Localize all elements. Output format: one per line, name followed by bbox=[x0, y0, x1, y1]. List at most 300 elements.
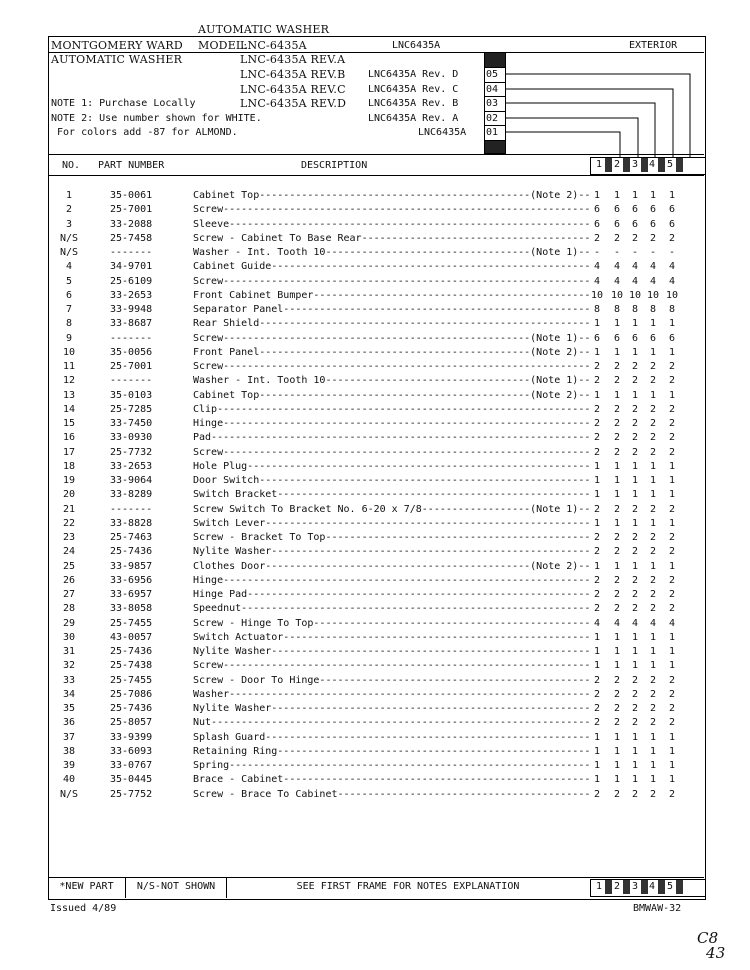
row-number: 6 bbox=[65, 289, 73, 301]
row-number: 11 bbox=[62, 361, 76, 372]
row-qty-3: 1 bbox=[631, 489, 639, 501]
row-qty-5: 6 bbox=[668, 204, 676, 216]
row-part-number: 25-7436 bbox=[110, 646, 153, 657]
row-number: 17 bbox=[62, 446, 76, 458]
row-qty-5: 2 bbox=[668, 418, 676, 429]
row-qty-2: 8 bbox=[613, 304, 621, 315]
row-part-number: 33-0930 bbox=[110, 432, 153, 444]
row-qty-3: 4 bbox=[631, 617, 639, 629]
row-description: Washer - Int. Tooth 10----------------------------------(Note 1)-- bbox=[193, 375, 591, 387]
row-qty-5: 1 bbox=[668, 646, 676, 657]
row-part-number: 25-7732 bbox=[110, 446, 153, 458]
row-number: 10 bbox=[62, 346, 76, 358]
row-qty-2: 10 bbox=[610, 289, 624, 301]
row-qty-1: 1 bbox=[593, 774, 601, 786]
row-qty-5: 2 bbox=[668, 574, 676, 586]
row-number: 1 bbox=[65, 190, 73, 201]
row-qty-5: 2 bbox=[668, 375, 676, 387]
row-qty-4: 1 bbox=[649, 346, 657, 358]
row-qty-5: 4 bbox=[668, 617, 676, 629]
row-qty-4: 2 bbox=[649, 418, 657, 429]
row-qty-5: 1 bbox=[668, 774, 676, 786]
revision-model: LNC-6435A REV.C bbox=[240, 83, 346, 96]
row-qty-1: 1 bbox=[593, 318, 601, 330]
row-description: Pad--------------------------------------------------------------- bbox=[193, 432, 591, 444]
row-part-number: 35-0103 bbox=[110, 389, 153, 401]
model-number: LNC-6435A bbox=[240, 39, 307, 52]
row-qty-3: 1 bbox=[631, 190, 639, 201]
row-description: Switch Bracket---------------------------------------------------- bbox=[193, 489, 591, 501]
revision-code: LNC6435A Rev. D bbox=[368, 69, 459, 80]
row-qty-1: 1 bbox=[593, 646, 601, 657]
row-part-number: 25-7455 bbox=[110, 617, 153, 629]
row-number: 3 bbox=[65, 218, 73, 230]
row-qty-3: 2 bbox=[631, 674, 639, 686]
row-qty-2: 1 bbox=[613, 660, 621, 672]
row-qty-4: 1 bbox=[649, 760, 657, 771]
row-description: Nylite Washer----------------------------------------------------- bbox=[193, 703, 591, 714]
row-description: Screw------------------------------------------------------------- bbox=[193, 660, 591, 672]
row-qty-5: 2 bbox=[668, 546, 676, 558]
row-qty-4: 2 bbox=[649, 717, 657, 729]
row-part-number: 33-2653 bbox=[110, 460, 153, 472]
row-part-number: 35-0056 bbox=[110, 346, 153, 358]
row-qty-3: 2 bbox=[631, 418, 639, 429]
row-qty-2: 1 bbox=[613, 745, 621, 757]
revision-code: LNC6435A bbox=[418, 127, 467, 138]
revision-code: LNC6435A Rev. B bbox=[368, 98, 459, 109]
row-qty-4: 6 bbox=[649, 332, 657, 344]
row-qty-2: 2 bbox=[613, 432, 621, 444]
row-qty-1: 6 bbox=[593, 204, 601, 216]
row-qty-3: 2 bbox=[631, 446, 639, 458]
qty-header-cell-1: 1 bbox=[595, 159, 603, 170]
row-description: Screw - Brace To Cabinet------------------------------------------ bbox=[193, 788, 591, 800]
row-qty-3: 6 bbox=[631, 218, 639, 230]
row-qty-3: 2 bbox=[631, 546, 639, 558]
row-qty-4: 10 bbox=[646, 289, 660, 301]
qty-header-cell-shade bbox=[676, 158, 683, 172]
row-qty-2: 2 bbox=[613, 674, 621, 686]
section-name: EXTERIOR bbox=[629, 40, 678, 51]
row-qty-5: 4 bbox=[668, 261, 676, 273]
row-number: 25 bbox=[62, 560, 76, 572]
row-qty-4: 1 bbox=[649, 660, 657, 672]
row-description: Front Panel---------------------------------------------(Note 2)-- bbox=[193, 346, 591, 358]
row-qty-4: 2 bbox=[649, 788, 657, 800]
row-part-number: 25-7001 bbox=[110, 204, 153, 216]
row-qty-4: 2 bbox=[649, 403, 657, 415]
note-2: NOTE 2: Use number shown for WHITE. bbox=[51, 113, 262, 124]
row-description: Screw - Door To Hinge--------------------------------------------- bbox=[193, 674, 591, 686]
revision-model: LNC-6435A REV.B bbox=[240, 68, 346, 81]
row-qty-4: 2 bbox=[649, 446, 657, 458]
row-qty-3: 1 bbox=[631, 731, 639, 743]
row-number: 27 bbox=[62, 589, 76, 600]
row-part-number: 25-7436 bbox=[110, 546, 153, 558]
note-2-continued: For colors add -87 for ALMOND. bbox=[51, 127, 238, 138]
row-qty-3: 4 bbox=[631, 261, 639, 273]
row-description: Front Cabinet Bumper---------------------------------------------- bbox=[193, 289, 591, 301]
row-qty-5: 2 bbox=[668, 674, 676, 686]
row-qty-3: 2 bbox=[631, 688, 639, 700]
qty-footer-cell-shade bbox=[676, 880, 683, 894]
row-part-number: 25-7438 bbox=[110, 660, 153, 672]
row-qty-5: 8 bbox=[668, 304, 676, 315]
row-number: 2 bbox=[65, 204, 73, 216]
row-qty-4: 1 bbox=[649, 475, 657, 486]
row-qty-4: 2 bbox=[649, 674, 657, 686]
row-qty-2: 4 bbox=[613, 617, 621, 629]
row-qty-2: 1 bbox=[613, 774, 621, 786]
row-qty-2: 1 bbox=[613, 631, 621, 643]
row-description: Hole Plug--------------------------------------------------------- bbox=[193, 460, 591, 472]
row-qty-4: 1 bbox=[649, 646, 657, 657]
row-number: 22 bbox=[62, 517, 76, 529]
row-qty-1: 8 bbox=[593, 304, 601, 315]
row-qty-5: 2 bbox=[668, 503, 676, 515]
row-qty-4: 2 bbox=[649, 432, 657, 444]
row-qty-3: 2 bbox=[631, 532, 639, 543]
qty-header-cell-5: 5 bbox=[666, 159, 674, 170]
row-qty-2: 2 bbox=[613, 546, 621, 558]
row-qty-1: 2 bbox=[593, 403, 601, 415]
qty-header-cell-2: 2 bbox=[613, 159, 621, 170]
qty-footer-cell-2: 2 bbox=[613, 881, 621, 892]
row-qty-5: 10 bbox=[665, 289, 679, 301]
row-part-number: 25-6109 bbox=[110, 275, 153, 287]
row-qty-1: 1 bbox=[593, 760, 601, 771]
row-number: N/S bbox=[59, 247, 79, 258]
row-description: Separator Panel--------------------------------------------------- bbox=[193, 304, 591, 315]
row-description: Washer------------------------------------------------------------ bbox=[193, 688, 591, 700]
row-qty-1: 6 bbox=[593, 332, 601, 344]
row-qty-2: 2 bbox=[613, 361, 621, 372]
row-qty-5: 1 bbox=[668, 560, 676, 572]
row-number: 15 bbox=[62, 418, 76, 429]
row-qty-1: 6 bbox=[593, 218, 601, 230]
row-qty-2: 1 bbox=[613, 318, 621, 330]
row-qty-5: 1 bbox=[668, 460, 676, 472]
row-part-number: 33-9857 bbox=[110, 560, 153, 572]
handwritten-mark: C8 bbox=[697, 929, 719, 947]
row-qty-5: 1 bbox=[668, 190, 676, 201]
row-part-number: 33-6957 bbox=[110, 589, 153, 600]
row-description: Screw------------------------------------------------------------- bbox=[193, 361, 591, 372]
row-qty-1: 2 bbox=[593, 532, 601, 543]
row-qty-3: 1 bbox=[631, 560, 639, 572]
row-qty-4: 1 bbox=[649, 489, 657, 501]
row-qty-3: 2 bbox=[631, 403, 639, 415]
row-qty-2: 2 bbox=[613, 503, 621, 515]
row-qty-1: 1 bbox=[593, 190, 601, 201]
row-qty-5: 2 bbox=[668, 703, 676, 714]
row-number: 34 bbox=[62, 688, 76, 700]
row-number: 12 bbox=[62, 375, 76, 387]
row-qty-3: 2 bbox=[631, 432, 639, 444]
row-description: Spring------------------------------------------------------------ bbox=[193, 760, 591, 771]
row-qty-1: 4 bbox=[593, 617, 601, 629]
row-qty-3: 4 bbox=[631, 275, 639, 287]
row-qty-5: 4 bbox=[668, 275, 676, 287]
row-qty-4: - bbox=[649, 247, 657, 258]
row-qty-3: 2 bbox=[631, 788, 639, 800]
revision-model: LNC-6435A REV.D bbox=[240, 97, 347, 110]
row-qty-2: 6 bbox=[613, 204, 621, 216]
row-number: 26 bbox=[62, 574, 76, 586]
row-qty-4: 1 bbox=[649, 190, 657, 201]
revision-number-box: 04 bbox=[484, 82, 506, 98]
row-description: Screw------------------------------------------------------------- bbox=[193, 446, 591, 458]
row-qty-2: 2 bbox=[613, 446, 621, 458]
row-part-number: ------- bbox=[110, 332, 153, 344]
row-number: 35 bbox=[62, 703, 76, 714]
row-qty-5: 6 bbox=[668, 332, 676, 344]
qty-header-cell-3: 3 bbox=[631, 159, 639, 170]
row-qty-5: 2 bbox=[668, 589, 676, 600]
revision-number-box: 02 bbox=[484, 111, 506, 127]
row-number: 14 bbox=[62, 403, 76, 415]
row-qty-2: 6 bbox=[613, 332, 621, 344]
row-qty-4: 2 bbox=[649, 503, 657, 515]
row-part-number: 33-9064 bbox=[110, 475, 153, 486]
row-number: 8 bbox=[65, 318, 73, 330]
row-number: 28 bbox=[62, 603, 76, 615]
row-description: Cabinet Top---------------------------------------------(Note 2)-- bbox=[193, 190, 591, 201]
row-part-number: 33-9948 bbox=[110, 304, 153, 315]
row-qty-2: - bbox=[613, 247, 621, 258]
row-number: 16 bbox=[62, 432, 76, 444]
row-number: 38 bbox=[62, 745, 76, 757]
row-part-number: 33-8058 bbox=[110, 603, 153, 615]
row-qty-2: 2 bbox=[613, 703, 621, 714]
row-qty-1: 2 bbox=[593, 418, 601, 429]
row-qty-5: 2 bbox=[668, 432, 676, 444]
row-part-number: 33-8289 bbox=[110, 489, 153, 501]
footer-not-shown: N/S-NOT SHOWN bbox=[136, 881, 216, 892]
row-qty-1: 2 bbox=[593, 688, 601, 700]
row-qty-1: 1 bbox=[593, 745, 601, 757]
row-qty-1: 2 bbox=[593, 674, 601, 686]
row-description: Retaining Ring---------------------------------------------------- bbox=[193, 745, 591, 757]
row-qty-5: 1 bbox=[668, 389, 676, 401]
row-part-number: ------- bbox=[110, 247, 153, 258]
row-qty-4: 2 bbox=[649, 361, 657, 372]
footer-cell-divider bbox=[226, 877, 227, 898]
row-qty-5: 1 bbox=[668, 475, 676, 486]
row-part-number: 33-0767 bbox=[110, 760, 153, 771]
row-description: Brace - Cabinet--------------------------------------------------- bbox=[193, 774, 591, 786]
revision-number-box: 05 bbox=[484, 67, 506, 83]
row-qty-4: 2 bbox=[649, 232, 657, 244]
revision-number-box: 03 bbox=[484, 96, 506, 112]
row-part-number: ------- bbox=[110, 375, 153, 387]
document-code: BMWAW-32 bbox=[633, 903, 682, 914]
row-qty-5: 2 bbox=[668, 361, 676, 372]
row-qty-3: 6 bbox=[631, 204, 639, 216]
row-description: Washer - Int. Tooth 10----------------------------------(Note 1)-- bbox=[193, 247, 591, 258]
row-number: 29 bbox=[62, 617, 76, 629]
table-header-top bbox=[48, 154, 704, 155]
row-description: Sleeve------------------------------------------------------------ bbox=[193, 218, 591, 230]
footer-notes-explanation: SEE FIRST FRAME FOR NOTES EXPLANATION bbox=[296, 881, 520, 892]
row-qty-4: 1 bbox=[649, 731, 657, 743]
row-qty-5: - bbox=[668, 247, 676, 258]
row-number: 33 bbox=[62, 674, 76, 686]
column-no: NO. bbox=[62, 160, 81, 171]
row-qty-5: 2 bbox=[668, 446, 676, 458]
row-qty-4: 2 bbox=[649, 375, 657, 387]
row-qty-4: 1 bbox=[649, 560, 657, 572]
row-qty-4: 1 bbox=[649, 460, 657, 472]
row-description: Nylite Washer----------------------------------------------------- bbox=[193, 546, 591, 558]
row-description: Screw - Cabinet To Base Rear-------------------------------------- bbox=[193, 232, 591, 244]
note-1: NOTE 1: Purchase Locally bbox=[51, 98, 196, 109]
row-qty-3: 1 bbox=[631, 346, 639, 358]
row-qty-3: 1 bbox=[631, 760, 639, 771]
row-qty-2: 4 bbox=[613, 275, 621, 287]
row-qty-5: 2 bbox=[668, 403, 676, 415]
row-qty-1: 2 bbox=[593, 232, 601, 244]
row-qty-5: 1 bbox=[668, 489, 676, 501]
row-qty-4: 6 bbox=[649, 204, 657, 216]
footer-new-part: *NEW PART bbox=[59, 881, 114, 892]
row-part-number: 25-7455 bbox=[110, 674, 153, 686]
row-part-number: 25-7285 bbox=[110, 403, 153, 415]
row-part-number: 35-0061 bbox=[110, 190, 153, 201]
row-qty-1: 4 bbox=[593, 275, 601, 287]
row-description: Clothes Door--------------------------------------------(Note 2)-- bbox=[193, 560, 591, 572]
row-number: N/S bbox=[59, 232, 79, 244]
row-qty-1: 1 bbox=[593, 460, 601, 472]
row-qty-2: 2 bbox=[613, 688, 621, 700]
row-qty-3: 2 bbox=[631, 603, 639, 615]
row-qty-3: 2 bbox=[631, 589, 639, 600]
row-qty-4: 4 bbox=[649, 617, 657, 629]
row-part-number: 25-7458 bbox=[110, 232, 153, 244]
row-number: 5 bbox=[65, 275, 73, 287]
row-qty-4: 2 bbox=[649, 532, 657, 543]
row-description: Screw------------------------------------------------------------- bbox=[193, 204, 591, 216]
row-description: Screw - Hinge To Top---------------------------------------------- bbox=[193, 617, 591, 629]
row-number: 13 bbox=[62, 389, 76, 401]
row-qty-2: 2 bbox=[613, 232, 621, 244]
row-qty-2: 1 bbox=[613, 190, 621, 201]
row-qty-2: 1 bbox=[613, 760, 621, 771]
row-qty-1: 2 bbox=[593, 603, 601, 615]
row-qty-3: 1 bbox=[631, 631, 639, 643]
row-part-number: 25-7086 bbox=[110, 688, 153, 700]
row-number: 21 bbox=[62, 503, 76, 515]
row-part-number: 33-2653 bbox=[110, 289, 153, 301]
row-qty-2: 2 bbox=[613, 403, 621, 415]
row-part-number: 25-7001 bbox=[110, 361, 153, 372]
row-qty-5: 1 bbox=[668, 745, 676, 757]
row-qty-1: 2 bbox=[593, 574, 601, 586]
row-part-number: 33-8828 bbox=[110, 517, 153, 529]
row-description: Clip-------------------------------------------------------------- bbox=[193, 403, 591, 415]
row-number: 4 bbox=[65, 261, 73, 273]
row-qty-5: 1 bbox=[668, 346, 676, 358]
row-qty-4: 1 bbox=[649, 517, 657, 529]
row-part-number: 25-8057 bbox=[110, 717, 153, 729]
row-qty-5: 2 bbox=[668, 532, 676, 543]
row-qty-3: 1 bbox=[631, 318, 639, 330]
row-qty-1: 2 bbox=[593, 375, 601, 387]
issued-date: Issued 4/89 bbox=[50, 903, 117, 914]
row-qty-3: 2 bbox=[631, 717, 639, 729]
row-number: N/S bbox=[59, 788, 79, 800]
row-qty-3: 2 bbox=[631, 375, 639, 387]
row-part-number: 25-7752 bbox=[110, 788, 153, 800]
row-qty-3: 1 bbox=[631, 660, 639, 672]
row-qty-5: 1 bbox=[668, 318, 676, 330]
row-number: 24 bbox=[62, 546, 76, 558]
row-qty-5: 1 bbox=[668, 631, 676, 643]
row-qty-4: 2 bbox=[649, 546, 657, 558]
row-qty-2: 4 bbox=[613, 261, 621, 273]
row-qty-3: 8 bbox=[631, 304, 639, 315]
row-qty-5: 1 bbox=[668, 660, 676, 672]
row-number: 31 bbox=[62, 646, 76, 657]
revision-number-box: 01 bbox=[484, 125, 506, 141]
row-qty-4: 1 bbox=[649, 631, 657, 643]
model-label: MODEL: bbox=[198, 39, 248, 52]
row-part-number: 33-6956 bbox=[110, 574, 153, 586]
row-qty-1: 2 bbox=[593, 361, 601, 372]
row-description: Cabinet Guide----------------------------------------------------- bbox=[193, 261, 591, 273]
model-top-code: LNC6435A bbox=[392, 40, 441, 51]
row-qty-1: 4 bbox=[593, 261, 601, 273]
row-qty-2: 6 bbox=[613, 218, 621, 230]
row-qty-3: 1 bbox=[631, 475, 639, 486]
row-qty-1: 1 bbox=[593, 475, 601, 486]
row-qty-2: 2 bbox=[613, 574, 621, 586]
row-qty-1: 2 bbox=[593, 546, 601, 558]
row-qty-5: 2 bbox=[668, 688, 676, 700]
row-qty-3: 1 bbox=[631, 389, 639, 401]
row-qty-1: 2 bbox=[593, 446, 601, 458]
row-description: Switch Lever------------------------------------------------------ bbox=[193, 517, 591, 529]
row-qty-1: 1 bbox=[593, 517, 601, 529]
row-qty-4: 2 bbox=[649, 703, 657, 714]
row-number: 32 bbox=[62, 660, 76, 672]
row-description: Splash Guard------------------------------------------------------ bbox=[193, 731, 591, 743]
row-qty-3: 10 bbox=[628, 289, 642, 301]
row-description: Door Switch------------------------------------------------------- bbox=[193, 475, 591, 486]
row-qty-2: 1 bbox=[613, 489, 621, 501]
row-description: Speednut---------------------------------------------------------- bbox=[193, 603, 591, 615]
qty-footer-cell-4: 4 bbox=[648, 881, 656, 892]
row-qty-3: 1 bbox=[631, 774, 639, 786]
row-description: Rear Shield------------------------------------------------------- bbox=[193, 318, 591, 330]
row-qty-5: 2 bbox=[668, 603, 676, 615]
row-number: 23 bbox=[62, 532, 76, 543]
row-qty-2: 1 bbox=[613, 460, 621, 472]
row-part-number: 33-9399 bbox=[110, 731, 153, 743]
row-qty-5: 2 bbox=[668, 788, 676, 800]
row-part-number: 33-6093 bbox=[110, 745, 153, 757]
row-qty-4: 2 bbox=[649, 574, 657, 586]
row-qty-1: 2 bbox=[593, 703, 601, 714]
row-description: Hinge------------------------------------------------------------- bbox=[193, 418, 591, 429]
row-qty-3: - bbox=[631, 247, 639, 258]
row-qty-2: 1 bbox=[613, 731, 621, 743]
row-qty-3: 1 bbox=[631, 517, 639, 529]
row-qty-1: 1 bbox=[593, 660, 601, 672]
row-description: Nut--------------------------------------------------------------- bbox=[193, 717, 591, 729]
row-qty-3: 2 bbox=[631, 503, 639, 515]
